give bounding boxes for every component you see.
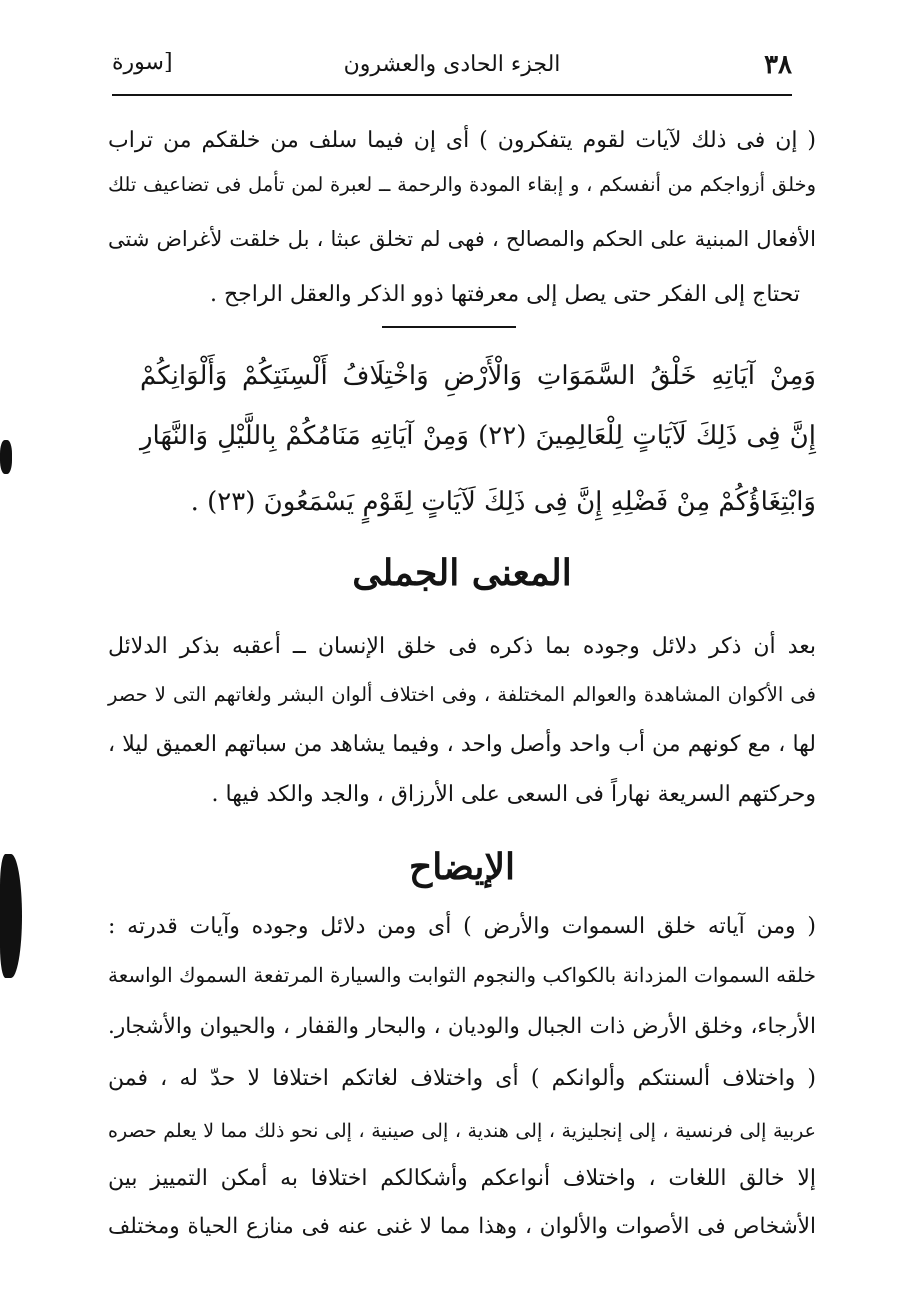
surah-label: [سورة xyxy=(112,50,173,75)
running-title: الجزء الحادى والعشرون xyxy=(343,52,561,77)
verse-line: وَابْتِغَاؤُكُمْ مِنْ فَضْلِهِ إِنَّ فِى ذَلِكَ لَآيَاتٍ لِقَوْمٍ يَسْمَعُونَ (٢٣) . xyxy=(190,487,816,517)
commentary-line: ( إن فى ذلك لآيات لقوم يتفكرون ) أى إن فيما سلف من خلقكم من تراب xyxy=(108,128,816,153)
summary-line: بعد أن ذكر دلائل وجوده بما ذكره فى خلق الإنسان ــ أعقبه بذكر الدلائل xyxy=(108,634,816,659)
explanation-line: الأرجاء، وخلق الأرض ذات الجبال والوديان ، والبحار والقفار ، والحيوان والأشجار. xyxy=(108,1014,816,1039)
verse-line: وَمِنْ آيَاتِهِ خَلْقُ السَّمَوَاتِ وَالْأَرْضِ وَاخْتِلَافُ أَلْسِنَتِكُمْ وَأَلْوَانِكُمْ xyxy=(140,361,816,391)
header-rule xyxy=(112,94,792,96)
summary-line: فى الأكوان المشاهدة والعوالم المختلفة ، وفى اختلاف ألوان البشر ولغاتهم التى لا حصر xyxy=(108,683,816,706)
explanation-line: الأشخاص فى الأصوات والألوان ، وهذا مما لا غنى عنه فى منازع الحياة ومختلف xyxy=(108,1214,816,1239)
summary-line: وحركتهم السريعة نهاراً فى السعى على الأرزاق ، والجد والكد فيها . xyxy=(211,782,816,807)
separator-rule xyxy=(382,326,516,328)
summary-line: لها ، مع كونهم من أب واحد وأصل واحد ، وفيما يشاهد من سباتهم العميق ليلا ، xyxy=(108,732,816,757)
explanation-line: عربية إلى فرنسية ، إلى إنجليزية ، إلى هندية ، إلى صينية ، إلى نحو ذلك مما لا يعلم حصره xyxy=(108,1120,816,1142)
commentary-line: الأفعال المبنية على الحكم والمصالح ، فهى لم تخلق عبثا ، بل خلقت لأغراض شتى xyxy=(108,227,816,251)
section-heading-summary: المعنى الجملى xyxy=(352,552,572,594)
verse-line: إِنَّ فِى ذَلِكَ لَآيَاتٍ لِلْعَالِمِينَ (٢٢) وَمِنْ آيَاتِهِ مَنَامُكُمْ بِاللَّيْلِ وَالنَّهَارِ xyxy=(140,421,816,451)
explanation-line: إلا خالق اللغات ، واختلاف أنواعكم وأشكالكم اختلافا به أمكن التمييز بين xyxy=(108,1166,816,1191)
commentary-line: وخلق أزواجكم من أنفسكم ، و إبقاء المودة والرحمة ــ لعبرة لمن تأمل فى تضاعيف تلك xyxy=(108,173,816,196)
explanation-line: ( واختلاف ألسنتكم وألوانكم ) أى واختلاف لغاتكم اختلافا لا حدّ له ، فمن xyxy=(108,1066,816,1091)
section-heading-explanation: الإيضاح xyxy=(409,846,515,888)
scan-edge-mark xyxy=(0,854,22,978)
commentary-line: تحتاج إلى الفكر حتى يصل إلى معرفتها ذوو الذكر والعقل الراجح . xyxy=(209,282,800,307)
explanation-line: ( ومن آياته خلق السموات والأرض ) أى ومن دلائل وجوده وآيات قدرته : xyxy=(108,914,816,939)
page-header xyxy=(112,44,792,94)
explanation-line: خلقه السموات المزدانة بالكواكب والنجوم الثوابت والسيارة المرتفعة السموك الواسعة xyxy=(108,963,816,987)
page-number: ٣٨ xyxy=(764,50,792,80)
scan-edge-mark xyxy=(0,440,12,474)
